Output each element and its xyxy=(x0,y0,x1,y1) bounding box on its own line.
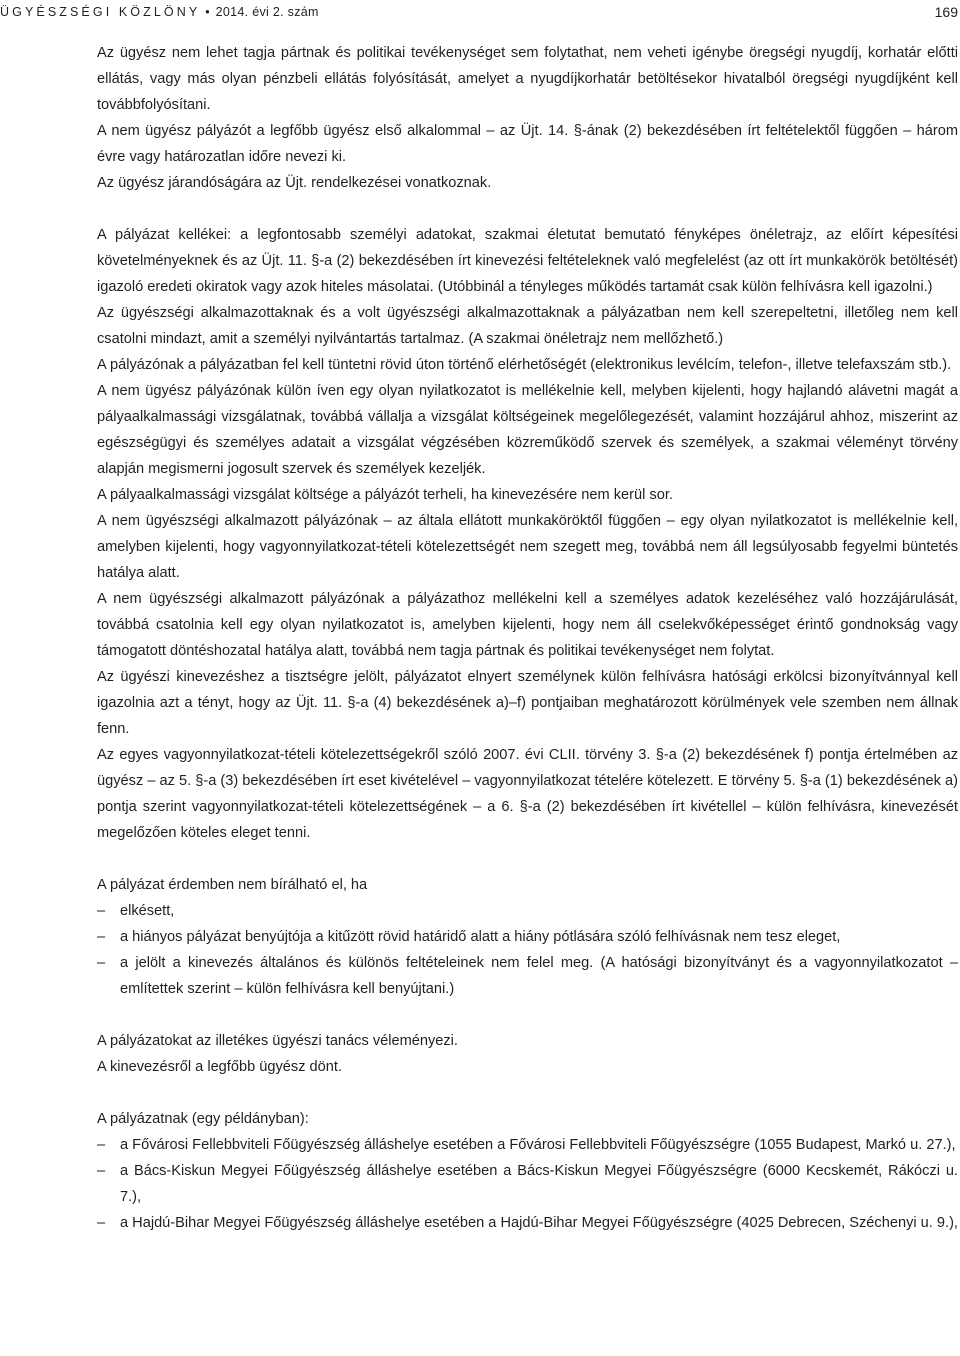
paragraph: Az ügyész járandóságára az Üjt. rendelkezései vonatkoznak. xyxy=(97,175,492,191)
list-item: – a Fővárosi Fellebbviteli Főügyészség álláshelye esetében a Fővárosi Fellebbviteli Főügyészségre (1055 Budapest, Markó u. 27.), xyxy=(97,1132,958,1158)
paragraph: Az ügyész nem lehet tagja pártnak és politikai tevékenységet sem folytathat, nem veheti igénybe öregségi nyugdíj, korhatár előtti ellátás, vagy más olyan pénzbeli ellátás folyósítását, amelyet a nyugdíjkorhatár betöltésekor hivatalból öregségi nyugdíjként kell továbbfolyósítani. xyxy=(97,45,958,113)
paragraph: Az ügyészségi alkalmazottaknak és a volt ügyészségi alkalmazottaknak a pályázatban nem kell szerepeltetni, illetőleg nem kell csatolni mindazt, amit a személyi nyilvántartás tartalmaz. (A szakmai önéletrajz nem mellőzhető.) xyxy=(97,305,958,347)
paragraph: A nem ügyészségi alkalmazott pályázónak – az általa ellátott munkaköröktől függően – egy olyan nyilatkozatot is mellékelnie kell, amelyben kijelenti, hogy vagyonnyilatkozat-tételi kötelezettségét nem szegett meg, továbbá nem áll legsúlyosabb fegyelmi büntetés hatálya alatt. xyxy=(97,513,958,581)
paragraph: A nem ügyész pályázónak külön íven egy olyan nyilatkozatot is mellékelnie kell, melyben kijelenti, hogy hajlandó alávetni magát a pályaalkalmassági vizsgálatnak, továbbá vállalja a vizsgálat költségeinek megelőlegezését, valamint hozzájárul ahhoz, miszerint az egészségügyi és személyes adatait a vizsgálat végzésében közreműködő szervek és személyek, a szakmai véleményt törvény alapján megismerni jogosult szervek és személyek kezeljék. xyxy=(97,383,958,477)
paragraph: A pályázat érdemben nem bírálható el, ha xyxy=(97,877,368,893)
section-gap xyxy=(97,1002,958,1028)
paragraph: A pályázónak a pályázatban fel kell tüntetni rövid úton történő elérhetőségét (elektronikus levélcím, telefon-, illetve telefaxszám stb.). xyxy=(97,357,952,373)
list-item: – a jelölt a kinevezés általános és különös feltételeinek nem felel meg. (A hatósági bizonyítványt és a vagyonnyilatkozatot – említettek szerint – külön felhívásra kell benyújtani.) xyxy=(97,950,958,1002)
list-item: – elkésett, xyxy=(97,898,958,924)
section-gap xyxy=(97,1080,958,1106)
list-item: – a hiányos pályázat benyújtója a kitűzött rövid határidő alatt a hiány pótlására szóló felhívásnak nem tesz eleget, xyxy=(97,924,958,950)
dash-list xyxy=(97,898,958,1002)
dash-list xyxy=(97,1132,958,1236)
section-gap xyxy=(97,846,958,872)
header-separator: • xyxy=(205,5,210,19)
paragraph: A nem ügyész pályázót a legfőbb ügyész első alkalommal – az Üjt. 14. §-ának (2) bekezdésében írt feltételektől függően – három évre vagy határozatlan időre nevezi ki. xyxy=(97,123,958,165)
paragraph: A pályázatnak (egy példányban): xyxy=(97,1111,309,1127)
issue-label: 2014. évi 2. szám xyxy=(215,5,319,19)
paragraph: Az egyes vagyonnyilatkozat-tételi kötelezettségekről szóló 2007. évi CLII. törvény 3. §-a (2) bekezdésének f) pontja értelmében az ügyész – az 5. §-a (3) bekezdésében írt eset kivételével – vagyonnyilatkozat tételére kötelezett. E törvény 5. §-a (1) bekezdésének a) pontja szerint vagyonnyilatkozat-tételi kötelezettségének – a 6. §-a (2) bekezdésében írt kivétellel – külön felhívásra, kinevezését megelőzően köteles eleget tenni. xyxy=(97,747,958,841)
paragraph: A kinevezésről a legfőbb ügyész dönt. xyxy=(97,1059,343,1075)
paragraph: Az ügyészi kinevezéshez a tisztségre jelölt, pályázatot elnyert személynek külön felhívásra hatósági erkölcsi bizonyítvánnyal kell igazolnia azt a tényt, hogy az Üjt. 11. §-a (4) bekezdésének a)–f) pontjaiban meghatározott körülmények vele szemben nem állnak fenn. xyxy=(97,669,958,737)
page-number: 169 xyxy=(934,4,958,20)
paragraph: A pályázatokat az illetékes ügyészi tanács véleményezi. xyxy=(97,1033,458,1049)
running-header-title xyxy=(0,3,319,21)
journal-name: ÜGYÉSZSÉGI KÖZLÖNY xyxy=(0,5,201,19)
paragraph: A pályaalkalmassági vizsgálat költsége a pályázót terheli, ha kinevezésére nem kerül sor. xyxy=(97,487,673,503)
document-body xyxy=(97,40,958,1236)
section-gap xyxy=(97,196,958,222)
list-item: – a Bács-Kiskun Megyei Főügyészség álláshelye esetében a Bács-Kiskun Megyei Főügyészségre (6000 Kecskemét, Rákóczi u. 7.), xyxy=(97,1158,958,1210)
paragraph: A nem ügyészségi alkalmazott pályázónak a pályázathoz mellékelni kell a személyes adatok kezeléséhez való hozzájárulását, továbbá csatolnia kell egy olyan nyilatkozatot is, amelyben kijelenti, hogy nem áll cselekvőképességet érintő gondnokság vagy támogatott döntéshozatal hatálya alatt, továbbá nem tagja pártnak és politikai tevékenységet nem folytat. xyxy=(97,591,958,659)
list-item: – a Hajdú-Bihar Megyei Főügyészség álláshelye esetében a Hajdú-Bihar Megyei Főügyészségre (4025 Debrecen, Széchenyi u. 9.), xyxy=(97,1210,958,1236)
running-header xyxy=(0,3,958,21)
paragraph: A pályázat kellékei: a legfontosabb személyi adatokat, szakmai életutat bemutató fényképes önéletrajz, az előírt képesítési követelményeknek és az Üjt. 11. §-a (2) bekezdésében írt kinevezési feltételeknek való megfelelést (az ott írt munkakörök betöltését) igazoló eredeti okiratok vagy azok hiteles másolatai. (Utóbbinál a tényleges működés tartamát csak külön felhívásra kell igazolni.) xyxy=(97,227,958,295)
